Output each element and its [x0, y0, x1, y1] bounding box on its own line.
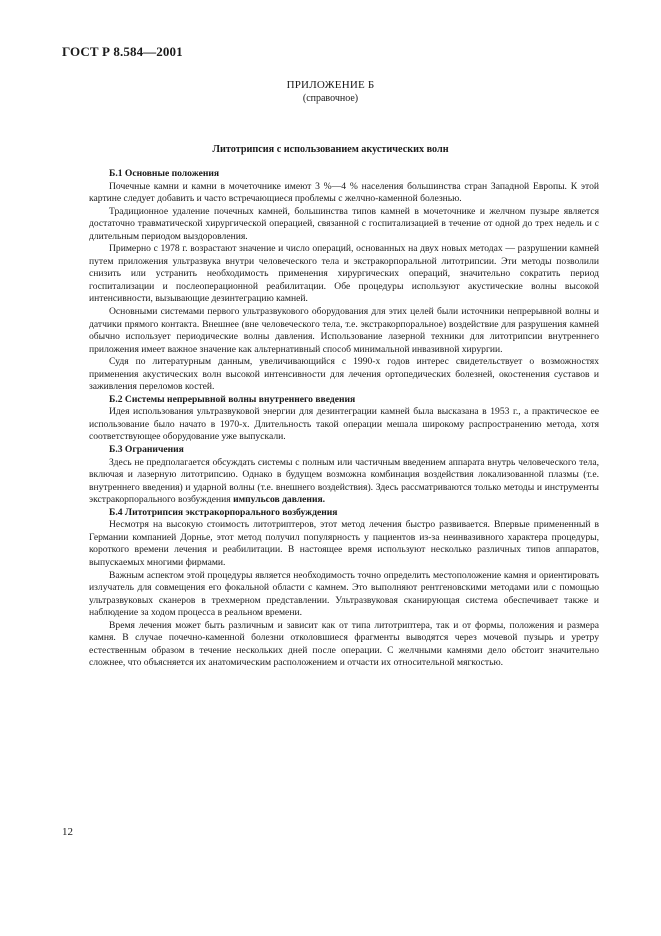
- document-body: [89, 168, 599, 670]
- standard-header: ГОСТ Р 8.584—2001: [62, 44, 183, 59]
- paragraph: Важным аспектом этой процедуры является необходимость точно определить местоположение камня и ориентировать излучатель для совмещения его фокальной области с камнем. Это выполняют рентгеновскими методами или с помощью ультразвуковых сканеров в трехмерном представлении. Ультразвуковая сканирующая система обеспечивает также и наблюдение за ходом процесса в реальном времени.: [89, 569, 599, 619]
- paragraph: Несмотря на высокую стоимость литотриптеров, этот метод лечения быстро развивается. Впервые примененный в Германии компанией Дорнье, этот метод получил популярность у пациентов из-за неинвазивного характера процедуры, короткого времени лечения и реабилитации. В настоящее время используют несколько различных типов аппаратов, выпускаемых многими фирмами.: [89, 519, 599, 568]
- section-heading-b3: Б.3 Ограничения: [109, 444, 184, 456]
- appendix-label: ПРИЛОЖЕНИЕ Б: [286, 79, 375, 91]
- paragraph: [89, 457, 599, 507]
- appendix-note: (справочное): [302, 93, 359, 104]
- paragraph: Традиционное удаление почечных камней, большинства типов камней в мочеточнике и желчном пузыре является достаточно травматической хирургической операцией, связанной с госпитализацией в течение от одной до трех недель и с длительным периодом выздоровления.: [89, 205, 599, 242]
- paragraph: Почечные камни и камни в мочеточнике имеют 3 %—4 % населения большинства стран Западной Европы. К этой картине следует добавить и часто встречающиеся проблемы с желчно-каменной болезнью.: [89, 180, 599, 205]
- section-heading-b1: Б.1 Основные положения: [109, 168, 220, 179]
- bold-term: импульсов давления.: [233, 494, 326, 506]
- document-title: Литотрипсия с использованием акустических волн: [212, 144, 449, 155]
- page-number: 12: [62, 826, 73, 838]
- paragraph-text: Здесь не предполагается обсуждать системы с полным или частичным введением аппарата внутрь человеческого тела, включая и лазерную литотрипсию. Однако в будущем возможна комбинация воздействия локализованной плазмы (т.е. внутреннего введения) и ударной волны (т.е. внешнего воздействия). Здесь рассматриваются только методы и инструменты экстракорпорального возбуждения: [89, 456, 599, 506]
- paragraph: Основными системами первого ультразвукового оборудования для этих целей были источники непрерывной волны и датчики прямого контакта. Внешнее (вне человеческого тела, т.е. экстракорпоральное) воздействие для разрушения камней обычно использует периодические волны давления. Использование лазерной техники для литотрипсии внутреннего приложения имеет важное значение как альтернативный способ минимальной инвазивной хирургии.: [89, 306, 599, 355]
- section-heading-b4: Б.4 Литотрипсия экстракорпорального возбуждения: [109, 506, 338, 518]
- section-heading-b2: Б.2 Системы непрерывной волны внутреннего введения: [109, 393, 356, 405]
- paragraph: Идея использования ультразвуковой энергии для дезинтеграции камней была высказана в 1953 г., а практическое ее использование было начато в 1970-х. Длительность такой операции мешала широкому распространению метода, хотя соответствующее оборудование уже выпускали.: [89, 406, 599, 443]
- paragraph: Примерно с 1978 г. возрастают значение и число операций, основанных на двух новых методах — разрушении камней путем приложения ультразвука внутри человеческого тела и экстракорпоральной литотрипсии. Эти методы позволили снизить или устранить необходимость применения хирургических операций, значительно сократить период госпитализации и послеоперационной реабилитации. Обе процедуры используют акустические волны высокой интенсивности, вызывающие дезинтеграцию камней.: [89, 243, 599, 305]
- paragraph: Время лечения может быть различным и зависит как от типа литотриптера, так и от формы, положения и размера камня. В случае почечно-каменной болезни отколовшиеся фрагменты выводятся через мочевой пузырь и уретру естественным образом в течение нескольких дней после операции. С желчными камнями дело обстоит значительно сложнее, что объясняется их анатомическим расположением и отчасти их относительной мягкостью.: [89, 619, 599, 669]
- paragraph: Судя по литературным данным, увеличивающийся с 1990-х годов интерес свидетельствует о возможностях применения акустических волн высокой интенсивности для лечения ортопедических болезней, окостенения суставов и заживления переломов костей.: [89, 356, 599, 393]
